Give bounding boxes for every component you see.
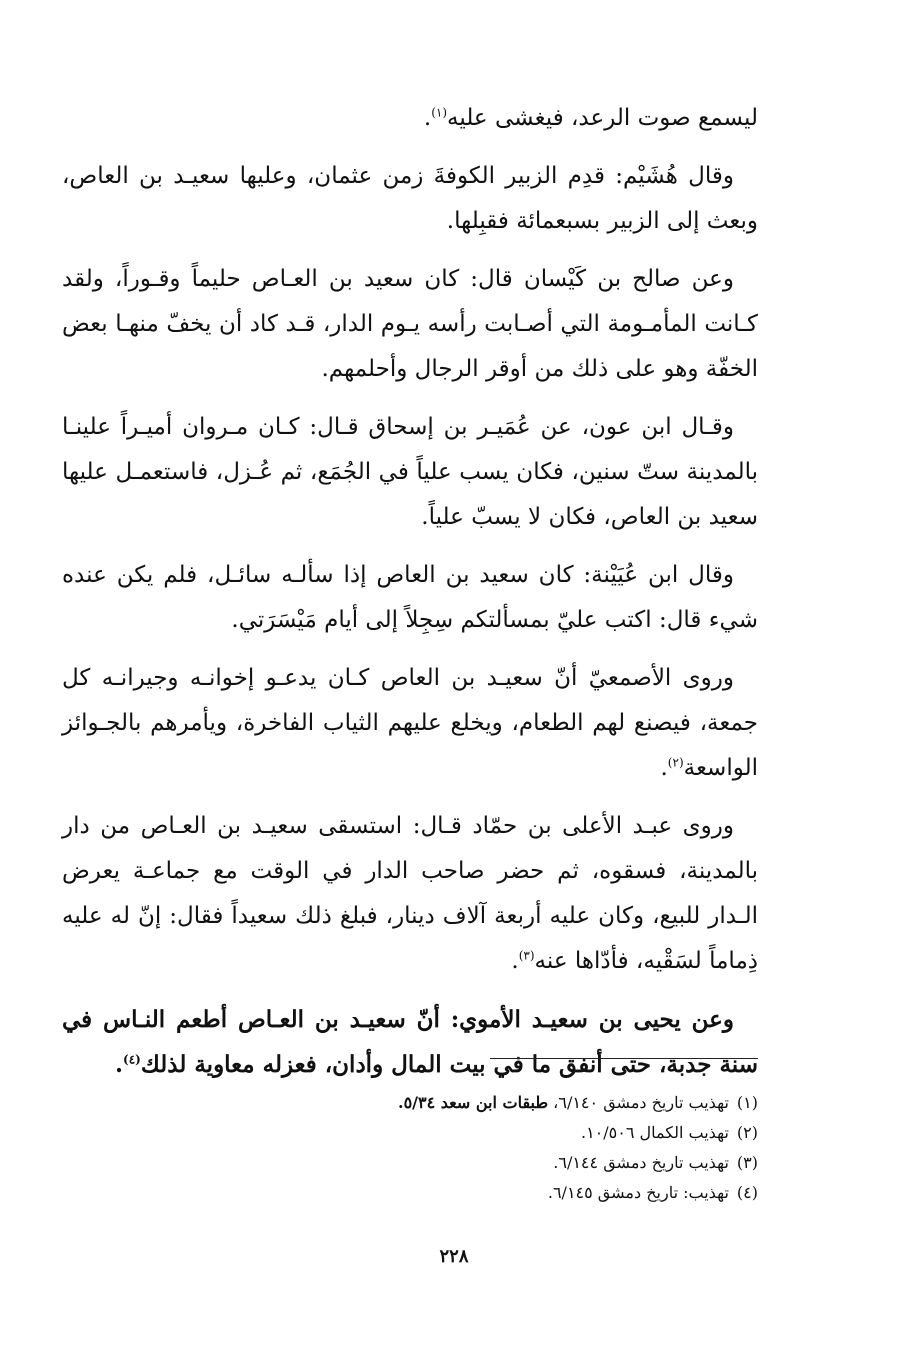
- paragraph-tail: .: [115, 1051, 124, 1078]
- paragraph-4: [62, 405, 758, 540]
- paragraph-1: [62, 96, 758, 141]
- paragraph-text: وقال هُشَيْم: قدِم الزبير الكوفةَ زمن عثمان، وعليها سعيـد بن العاص، وبعث إلى الزبير بسبعمائة فقبِلها.: [62, 163, 758, 234]
- footnote-bold-text: طبقات ابن سعد ٥/٣٤.: [397, 1093, 549, 1112]
- footnote-number: (٤): [736, 1183, 758, 1202]
- paragraph-text: ليسمع صوت الرعد، فيغشى عليه: [447, 105, 758, 131]
- paragraph-text: وروى عبـد الأعلى بن حمّاد قـال: استسقى سعيـد بن العـاص من دار بالمدينة، فسقوه، ثم حضر صاحب الدار في الوقت مع جماعـة يعرض الـدار للبيع، وكان عليه أربعة آلاف دينار، فبلغ ذلك سعيداً فقال: إنّ له عليه ذِماماً لسَقْيه، فأدّاها عنه: [62, 813, 758, 974]
- paragraph-tail: .: [511, 948, 519, 974]
- paragraph-text: وروى الأصمعيّ أنّ سعيـد بن العاص كـان يدعـو إخوانـه وجيرانـه كل جمعة، فيصنع لهم الطعام، ويخلع عليهم الثياب الفاخرة، ويأمرهم بالجـوائز الواسعة: [62, 665, 758, 781]
- paragraph-text: وقال ابن عُيَيْنة: كان سعيد بن العاص إذا سألـه سائـل، فلم يكن عنده شيء قال: اكتب عليّ بمسألتكم سِجِلاً إلى أيام مَيْسَرَتي.: [62, 562, 758, 633]
- paragraph-tail: .: [423, 105, 432, 131]
- footnote-text: تهذيب تاريخ دمشق ٦/١٤٠،: [548, 1093, 729, 1112]
- paragraph-5: [62, 553, 758, 643]
- footnote-1: [62, 1088, 758, 1118]
- footnote-4: [62, 1178, 758, 1208]
- footnote-2: [62, 1118, 758, 1148]
- paragraph-tail: .: [660, 755, 668, 781]
- paragraph-6: [62, 656, 758, 791]
- main-text: [62, 96, 758, 1100]
- footnote-text: تهذيب الكمال ١٠/٥٠٦.: [580, 1123, 729, 1142]
- footnote-ref: (٤): [123, 1052, 141, 1067]
- paragraph-3: [62, 257, 758, 392]
- footnotes: [62, 1088, 758, 1208]
- paragraph-text: وعن يحيى بن سعيـد الأموي: أنّ سعيـد بن العـاص أطعم النـاس في سنة جدبة، حتى أنفق ما في بيت المال وأدان، فعزله معاوية لذلك: [62, 1006, 758, 1078]
- footnote-text: تهذيب تاريخ دمشق ٦/١٤٤.: [553, 1153, 729, 1172]
- footnote-number: (١): [736, 1093, 758, 1112]
- paragraph-text: وقـال ابن عون، عن عُمَيـر بن إسحاق قـال: كـان مـروان أميـراً علينـا بالمدينة ستّ سنين، فكان يسب علياً في الجُمَع، ثم عُـزل، فاستعمـل عليها سعيد بن العاص، فكان لا يسبّ علياً.: [62, 414, 758, 530]
- footnote-3: [62, 1148, 758, 1178]
- footnote-number: (٢): [736, 1123, 758, 1142]
- paragraph-text: وعن صالح بن كَيْسان قال: كان سعيد بن العـاص حليماً وقـوراً، ولقد كـانت المأمـومة التي أصـابت رأسه يـوم الدار، قـد كاد أن يخفّ منهـا بعض الخفّة وهو على ذلك من أوقر الرجال وأحلمهم.: [62, 266, 758, 382]
- footnote-separator: [490, 1058, 758, 1059]
- footnote-ref: (٣): [518, 948, 535, 963]
- footnote-text: تهذيب: تاريخ دمشق ٦/١٤٥.: [547, 1183, 729, 1202]
- page-number: ٢٢٨: [439, 1246, 469, 1267]
- footnote-ref: (١): [431, 105, 448, 120]
- paragraph-2: [62, 154, 758, 244]
- paragraph-8: [62, 997, 758, 1087]
- footnote-number: (٣): [736, 1153, 758, 1172]
- footnote-ref: (٢): [667, 755, 684, 770]
- paragraph-7: [62, 804, 758, 984]
